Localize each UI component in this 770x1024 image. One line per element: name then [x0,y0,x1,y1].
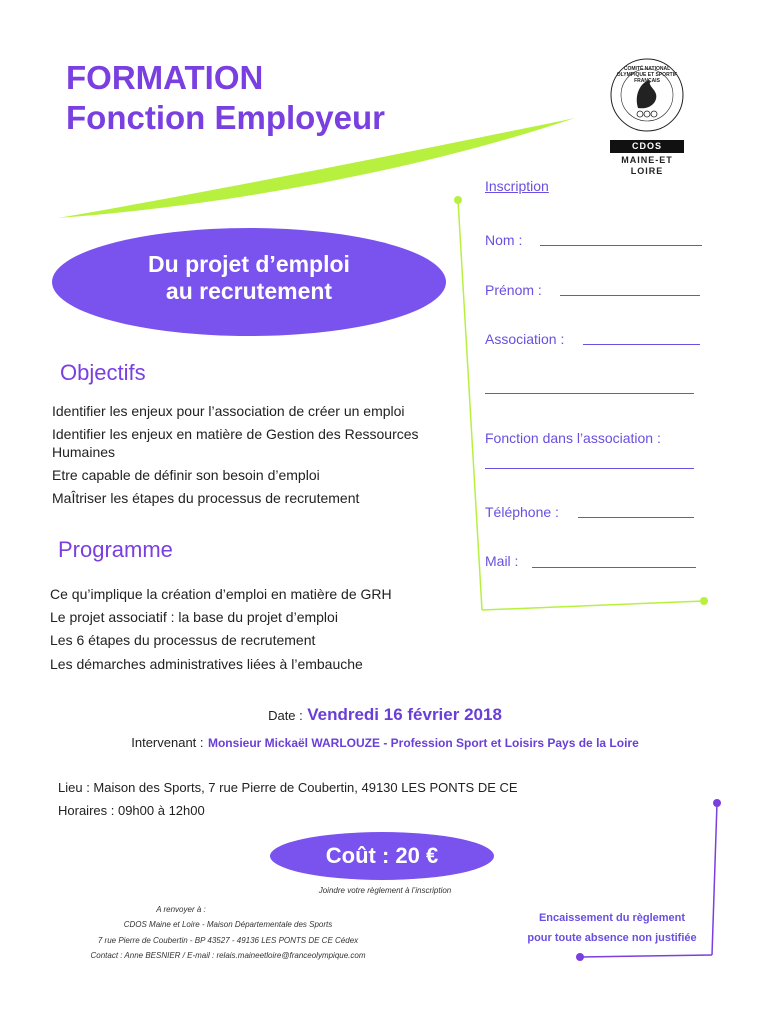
renvoyer-line3: 7 rue Pierre de Coubertin - BP 43527 - 49136 LES PONTS DE CE Cédex [97,936,359,945]
cdos-logo [604,52,690,178]
purple-dot-bottom [576,953,584,961]
encaissement-note [512,908,712,948]
objectif-item: MaÎtriser les étapes du processus de recrutement [52,490,360,506]
title-line2: Fonction Employeur [66,99,386,136]
renvoyer-line1: A renvoyer à : [156,905,206,914]
objectif-item: Identifier les enjeux en matière de Gestion des Ressources Humaines [52,426,419,460]
intervenant-line [0,734,770,752]
date-line [0,705,770,725]
intervenant-label: Intervenant : [131,735,204,750]
renvoyer-line2: CDOS Maine et Loire - Maison Départementale des Sports [123,920,333,929]
telephone-label: Téléphone : [485,504,559,520]
green-dot-right [700,597,708,605]
date-value: Vendredi 16 février 2018 [307,705,502,724]
prenom-label: Prénom : [485,282,542,298]
joindre-text: Joindre votre règlement à l’inscription [318,886,452,895]
logo-line2: LOIRE [630,166,664,176]
green-frame-line-horizontal [482,601,704,610]
purple-dot-top [713,799,721,807]
programme-item: Les démarches administratives liées à l’embauche [50,656,363,672]
programme-item: Les 6 étapes du processus de recrutement [50,632,316,648]
association-field-line2[interactable] [485,393,694,394]
encaissement-line1: Encaissement du règlement [538,912,686,924]
mail-label: Mail : [485,553,519,569]
inscription-title: Inscription [485,178,549,194]
green-frame-line-vertical [458,200,482,610]
telephone-field[interactable] [578,517,694,518]
encaissement-line2: pour toute absence non justifiée [527,932,697,944]
fonction-label: Fonction dans l’association : [485,430,661,446]
nom-label: Nom : [485,232,523,248]
association-label: Association : [485,331,565,347]
bubble-line1: Du projet d’emploi [148,251,350,277]
programme-item: Ce qu’implique la création d’emploi en matière de GRH [50,586,392,602]
bubble-line2: au recrutement [165,278,333,304]
mail-field[interactable] [532,567,696,568]
subtitle-bubble [52,228,446,336]
purple-frame-line-horizontal [580,955,712,957]
fonction-field[interactable] [485,468,694,469]
nom-field[interactable] [540,245,702,246]
renvoyer-line4: Contact : Anne BESNIER / E-mail : relais.maineetloire@franceolympique.com [90,951,366,960]
logo-line1: MAINE-ET [621,155,673,165]
lieu-text: Lieu : Maison des Sports, 7 rue Pierre de Coubertin, 49130 LES PONTS DE CE [58,780,518,795]
objectif-item: Etre capable de définir son besoin d’emploi [52,467,320,483]
prenom-field[interactable] [560,295,700,296]
logo-ring-text: COMITÉ NATIONAL OLYMPIQUE ET SPORTIF FRANÇAIS [616,66,678,84]
intervenant-value: Monsieur Mickaël WARLOUZE - Profession Sport et Loisirs Pays de la Loire [207,736,639,750]
objectifs-title: Objectifs [60,360,146,385]
programme-item: Le projet associatif : la base du projet d’emploi [50,609,338,625]
green-dot-top [454,196,462,204]
logo-badge: CDOS [610,140,684,153]
association-field[interactable] [583,344,700,345]
horaires-text: Horaires : 09h00 à 12h00 [58,803,205,818]
date-label: Date : [268,708,303,723]
cout-badge: Coût : 20 € [270,832,494,880]
purple-frame-line-vertical [712,803,717,955]
title-line1: FORMATION [66,59,264,96]
programme-title: Programme [58,537,173,562]
objectif-item: Identifier les enjeux pour l’association de créer un emploi [52,403,405,419]
